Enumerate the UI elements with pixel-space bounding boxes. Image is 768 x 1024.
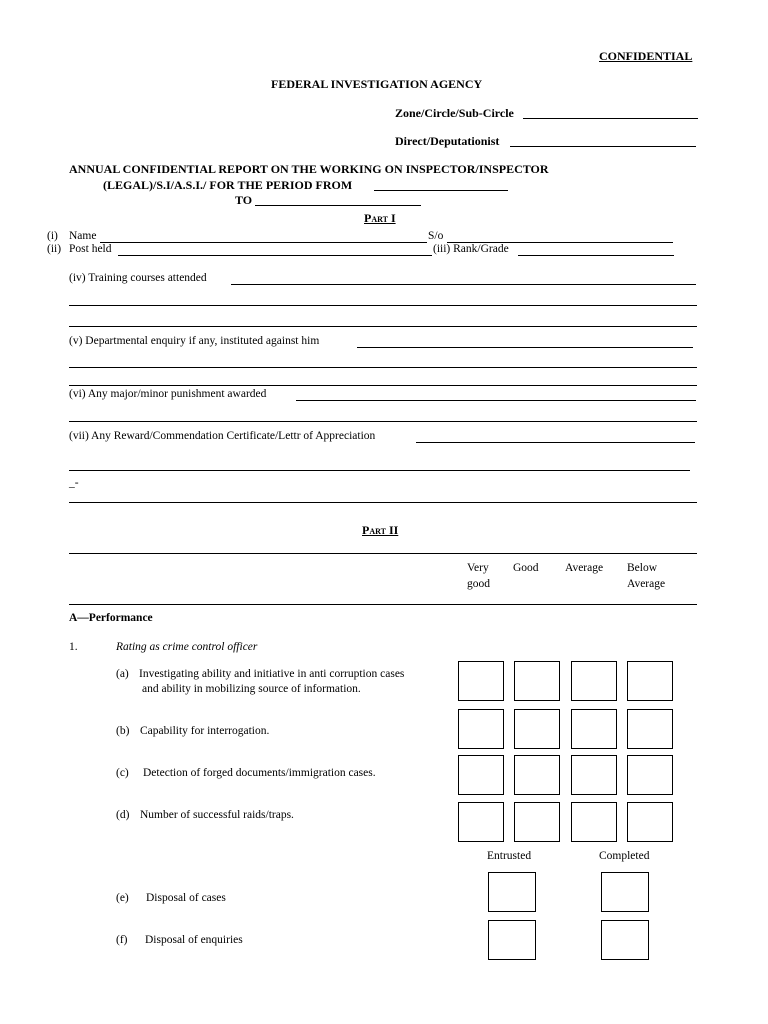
b-num: (b) [116, 725, 130, 737]
agency-title: FEDERAL INVESTIGATION AGENCY [271, 77, 483, 91]
training-line-3[interactable] [69, 326, 697, 327]
f-text: Disposal of enquiries [145, 934, 243, 946]
d-below-average-box[interactable] [627, 802, 673, 842]
d-good-box[interactable] [514, 802, 560, 842]
col-good: Good [513, 562, 539, 574]
c-very-good-box[interactable] [458, 755, 504, 795]
report-title-line1: ANNUAL CONFIDENTIAL REPORT ON THE WORKING ON INSPECTOR/INSPECTOR [69, 162, 549, 176]
col-below-2: Average [627, 578, 666, 590]
reward-label: (vii) Any Reward/Commendation Certificate/Lettr of Appreciation [69, 430, 376, 442]
completed-header: Completed [599, 850, 650, 862]
name-num: (i) [47, 230, 58, 242]
post-label: Post held [69, 243, 112, 255]
enquiry-label: (v) Departmental enquiry if any, instituted against him [69, 335, 320, 347]
b-good-box[interactable] [514, 709, 560, 749]
c-average-box[interactable] [571, 755, 617, 795]
b-very-good-box[interactable] [458, 709, 504, 749]
d-average-box[interactable] [571, 802, 617, 842]
col-very-good-2: good [467, 578, 490, 590]
part2-heading: Part II [362, 523, 399, 537]
direct-field-line[interactable] [510, 146, 696, 147]
name-field-line[interactable] [100, 242, 427, 243]
c-good-box[interactable] [514, 755, 560, 795]
col-below-1: Below [627, 562, 658, 574]
item1-label: Rating as crime control officer [116, 641, 258, 653]
reward-field-line[interactable] [416, 442, 695, 443]
punishment-field-line[interactable] [296, 400, 696, 401]
report-title-line2: (LEGAL)/S.I/A.S.I./ FOR THE PERIOD FROM [103, 178, 353, 192]
direct-label: Direct/Deputationist [395, 134, 500, 148]
e-text: Disposal of cases [146, 892, 226, 904]
a-num: (a) [116, 668, 129, 680]
section-a-heading: A—Performance [69, 612, 153, 624]
confidential-mark: CONFIDENTIAL [599, 49, 693, 63]
f-completed-box[interactable] [601, 920, 649, 960]
a-good-box[interactable] [514, 661, 560, 701]
b-below-average-box[interactable] [627, 709, 673, 749]
reward-line-2[interactable] [69, 470, 690, 471]
training-line-2[interactable] [69, 305, 697, 306]
f-num: (f) [116, 934, 128, 946]
enquiry-field-line[interactable] [357, 347, 693, 348]
report-title-line3: TO [235, 193, 253, 207]
a-very-good-box[interactable] [458, 661, 504, 701]
part1-heading: Part I [364, 211, 396, 225]
c-text: Detection of forged documents/immigration cases. [143, 767, 376, 779]
punishment-line-2[interactable] [69, 421, 697, 422]
a-text-1: Investigating ability and initiative in anti corruption cases [139, 668, 405, 680]
dash-mark: _- [69, 477, 79, 489]
post-num: (ii) [47, 243, 62, 255]
training-field-line[interactable] [231, 284, 696, 285]
part2-header-rule [69, 604, 697, 605]
enquiry-line-2[interactable] [69, 367, 697, 368]
rank-field-line[interactable] [518, 255, 674, 256]
period-to-line[interactable] [255, 205, 421, 206]
e-num: (e) [116, 892, 129, 904]
col-very-good-1: Very [467, 562, 489, 574]
punishment-label: (vi) Any major/minor punishment awarded [69, 388, 267, 400]
c-below-average-box[interactable] [627, 755, 673, 795]
a-text-2: and ability in mobilizing source of information. [142, 683, 361, 695]
c-num: (c) [116, 767, 129, 779]
b-text: Capability for interrogation. [140, 725, 270, 737]
zone-label: Zone/Circle/Sub-Circle [395, 106, 514, 120]
a-average-box[interactable] [571, 661, 617, 701]
reward-line-3[interactable] [69, 502, 697, 503]
entrusted-header: Entrusted [487, 850, 532, 862]
zone-field-line[interactable] [523, 118, 698, 119]
col-average: Average [565, 562, 604, 574]
name-label: Name [69, 230, 97, 242]
enquiry-line-3[interactable] [69, 385, 697, 386]
d-very-good-box[interactable] [458, 802, 504, 842]
d-text: Number of successful raids/traps. [140, 809, 294, 821]
training-label: (iv) Training courses attended [69, 272, 207, 284]
period-from-line[interactable] [374, 190, 508, 191]
a-below-average-box[interactable] [627, 661, 673, 701]
e-completed-box[interactable] [601, 872, 649, 912]
b-average-box[interactable] [571, 709, 617, 749]
post-field-line[interactable] [118, 255, 432, 256]
e-entrusted-box[interactable] [488, 872, 536, 912]
part2-top-rule [69, 553, 697, 554]
item1-num: 1. [69, 641, 78, 653]
d-num: (d) [116, 809, 130, 821]
rank-label: (iii) Rank/Grade [433, 243, 509, 255]
so-label: S/o [428, 230, 444, 242]
f-entrusted-box[interactable] [488, 920, 536, 960]
